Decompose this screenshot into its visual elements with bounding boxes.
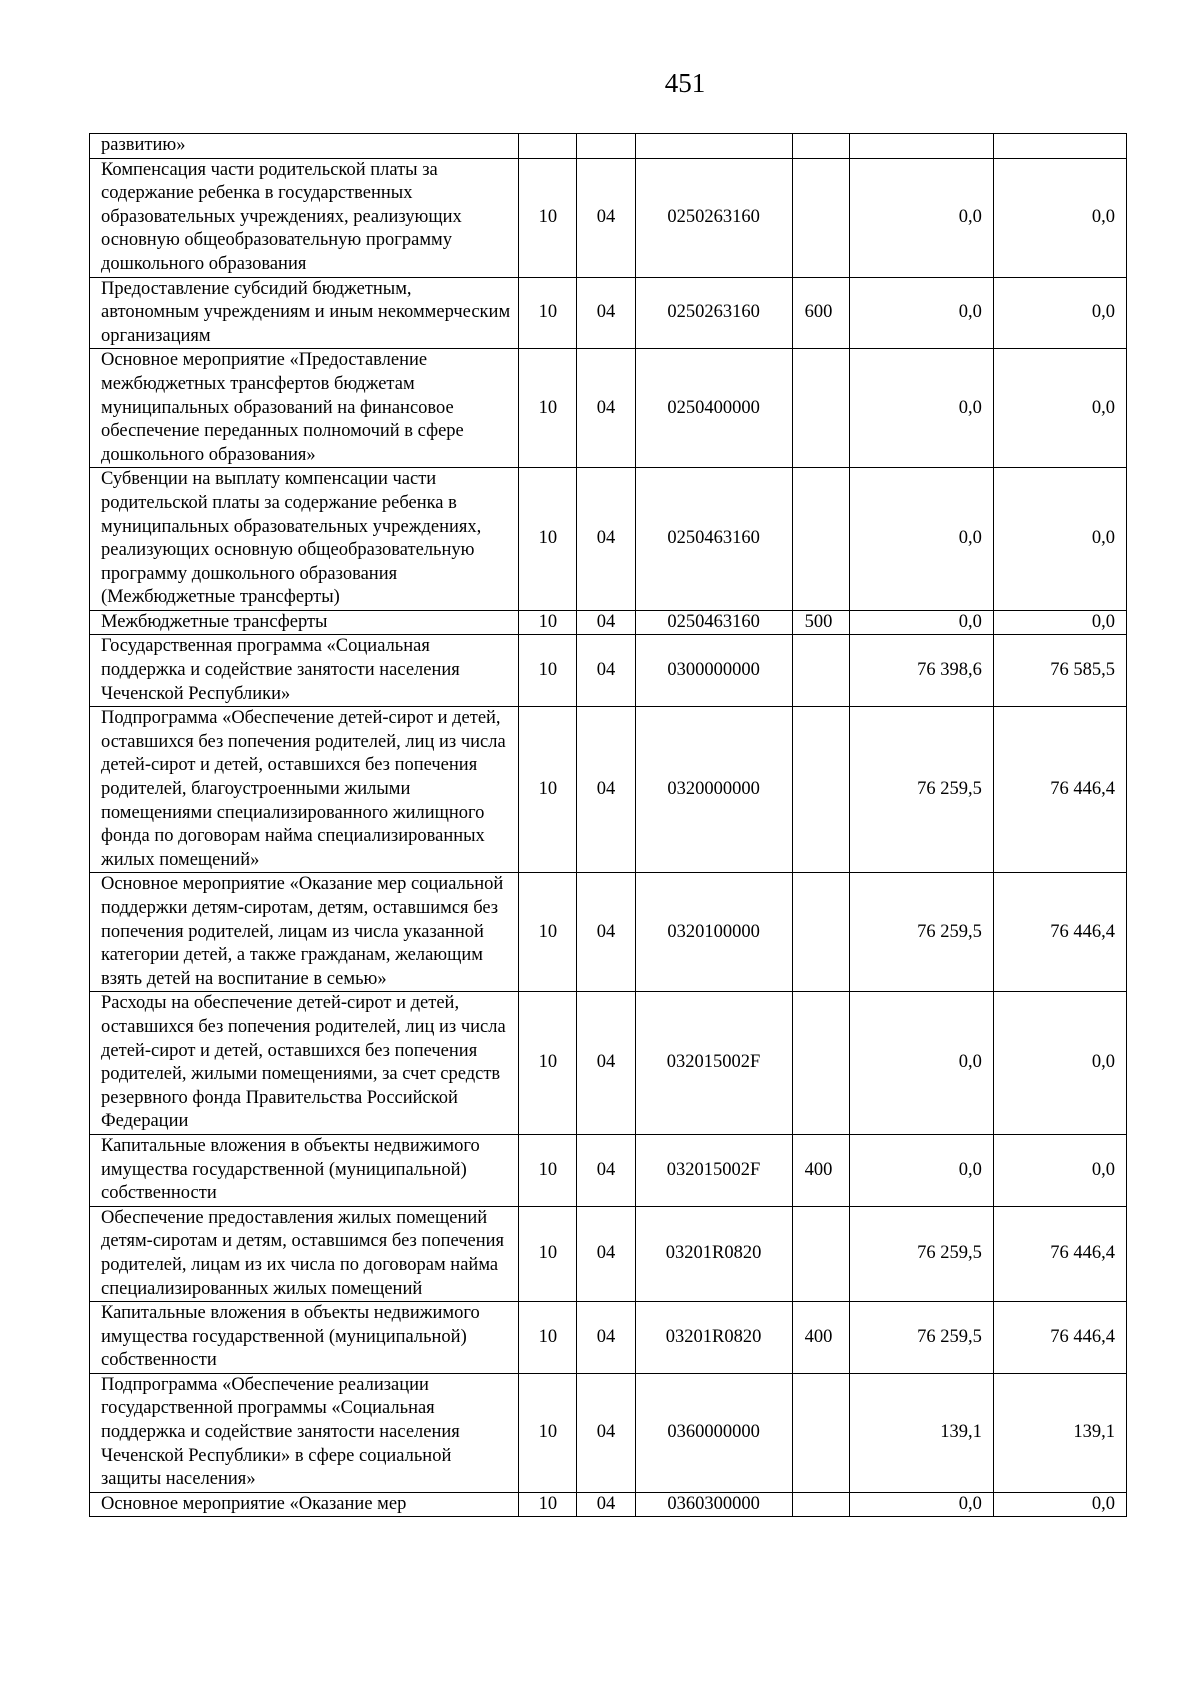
row-section: 10: [519, 1302, 577, 1374]
row-expense-type: [792, 468, 849, 611]
row-amount-year-2: 0,0: [993, 1134, 1126, 1206]
row-amount-year-1: 0,0: [849, 349, 993, 468]
row-amount-year-2: 76 446,4: [993, 707, 1126, 873]
row-target-article: 03201R0820: [635, 1302, 792, 1374]
row-amount-year-1: 76 259,5: [849, 873, 993, 992]
table-row: [90, 1302, 1127, 1374]
row-subsection: 04: [577, 992, 635, 1135]
row-name: Государственная программа «Социальная поддержка и содействие занятости населения Чеченской Республики»: [90, 635, 519, 707]
row-amount-year-2: [993, 134, 1126, 159]
row-section: 10: [519, 1373, 577, 1492]
row-expense-type: [792, 707, 849, 873]
row-target-article: 0250400000: [635, 349, 792, 468]
row-target-article: 032015002F: [635, 1134, 792, 1206]
table-row: [90, 134, 1127, 159]
row-amount-year-2: 76 585,5: [993, 635, 1126, 707]
row-expense-type: [792, 1206, 849, 1301]
row-section: 10: [519, 992, 577, 1135]
table-row: [90, 468, 1127, 611]
row-subsection: 04: [577, 1302, 635, 1374]
row-name: Субвенции на выплату компенсации части родительской платы за содержание ребенка в муниципальных образовательных учреждениях, реализующих основную общеобразовательную программу дошкольного образования (Межбюджетные трансферты): [90, 468, 519, 611]
table-row: [90, 1492, 1127, 1517]
row-section: 10: [519, 277, 577, 349]
row-name: Межбюджетные трансферты: [90, 610, 519, 635]
row-name: Основное мероприятие «Оказание мер: [90, 1492, 519, 1517]
row-name: Предоставление субсидий бюджетным, автономным учреждениям и иным некоммерческим организациям: [90, 277, 519, 349]
row-expense-type: [792, 134, 849, 159]
row-target-article: 0360000000: [635, 1373, 792, 1492]
row-target-article: 0250463160: [635, 610, 792, 635]
row-name: Расходы на обеспечение детей-сирот и детей, оставшихся без попечения родителей, лиц из числа детей-сирот и детей, оставшихся без попечения родителей, жилыми помещениями, за счет средств резервного фонда Правительства Российской Федерации: [90, 992, 519, 1135]
row-amount-year-1: 0,0: [849, 610, 993, 635]
row-amount-year-2: 0,0: [993, 610, 1126, 635]
row-amount-year-2: 0,0: [993, 992, 1126, 1135]
row-expense-type: 500: [792, 610, 849, 635]
row-amount-year-2: 0,0: [993, 1492, 1126, 1517]
row-section: 10: [519, 873, 577, 992]
row-amount-year-1: 0,0: [849, 992, 993, 1135]
row-target-article: 0250263160: [635, 158, 792, 277]
row-amount-year-2: 76 446,4: [993, 1302, 1126, 1374]
row-expense-type: [792, 1373, 849, 1492]
row-section: [519, 134, 577, 159]
row-amount-year-1: 76 259,5: [849, 1206, 993, 1301]
row-expense-type: 400: [792, 1302, 849, 1374]
row-subsection: [577, 134, 635, 159]
row-section: 10: [519, 610, 577, 635]
row-expense-type: [792, 873, 849, 992]
row-expense-type: [792, 992, 849, 1135]
row-amount-year-1: 76 259,5: [849, 1302, 993, 1374]
row-section: 10: [519, 707, 577, 873]
row-expense-type: [792, 635, 849, 707]
row-amount-year-1: 0,0: [849, 468, 993, 611]
row-amount-year-1: 0,0: [849, 1492, 993, 1517]
row-name: Подпрограмма «Обеспечение реализации государственной программы «Социальная поддержка и содействие занятости населения Чеченской Республики» в сфере социальной защиты населения»: [90, 1373, 519, 1492]
table-row: [90, 635, 1127, 707]
row-section: 10: [519, 635, 577, 707]
row-target-article: 0360300000: [635, 1492, 792, 1517]
table-row: [90, 1206, 1127, 1301]
row-name: Основное мероприятие «Предоставление межбюджетных трансфертов бюджетам муниципальных образований на финансовое обеспечение переданных полномочий в сфере дошкольного образования»: [90, 349, 519, 468]
row-target-article: 0300000000: [635, 635, 792, 707]
table-row: [90, 1373, 1127, 1492]
row-name: развитию»: [90, 134, 519, 159]
row-subsection: 04: [577, 635, 635, 707]
row-amount-year-2: 0,0: [993, 158, 1126, 277]
row-amount-year-2: 0,0: [993, 277, 1126, 349]
row-subsection: 04: [577, 1206, 635, 1301]
row-amount-year-1: 76 398,6: [849, 635, 993, 707]
table-row: [90, 349, 1127, 468]
row-expense-type: 600: [792, 277, 849, 349]
row-amount-year-1: 139,1: [849, 1373, 993, 1492]
row-amount-year-1: 0,0: [849, 1134, 993, 1206]
table-row: [90, 1134, 1127, 1206]
row-amount-year-2: 0,0: [993, 349, 1126, 468]
row-subsection: 04: [577, 1373, 635, 1492]
row-target-article: 0250263160: [635, 277, 792, 349]
row-target-article: 0320000000: [635, 707, 792, 873]
row-name: Обеспечение предоставления жилых помещений детям-сиротам и детям, оставшимся без попечения родителей, лицам из их числа по договорам найма специализированных жилых помещений: [90, 1206, 519, 1301]
row-name: Капитальные вложения в объекты недвижимого имущества государственной (муниципальной) собственности: [90, 1134, 519, 1206]
row-subsection: 04: [577, 1492, 635, 1517]
row-target-article: 0250463160: [635, 468, 792, 611]
row-section: 10: [519, 1492, 577, 1517]
row-amount-year-1: 0,0: [849, 277, 993, 349]
row-subsection: 04: [577, 1134, 635, 1206]
row-subsection: 04: [577, 610, 635, 635]
row-name: Компенсация части родительской платы за содержание ребенка в государственных образовательных учреждениях, реализующих основную общеобразовательную программу дошкольного образования: [90, 158, 519, 277]
row-target-article: 0320100000: [635, 873, 792, 992]
row-section: 10: [519, 1206, 577, 1301]
table-row: [90, 992, 1127, 1135]
row-name: Капитальные вложения в объекты недвижимого имущества государственной (муниципальной) собственности: [90, 1302, 519, 1374]
row-subsection: 04: [577, 277, 635, 349]
row-amount-year-2: 0,0: [993, 468, 1126, 611]
page-number: 451: [664, 68, 706, 98]
row-expense-type: [792, 349, 849, 468]
budget-table: [89, 133, 1127, 1517]
row-expense-type: [792, 158, 849, 277]
row-amount-year-2: 76 446,4: [993, 873, 1126, 992]
row-section: 10: [519, 1134, 577, 1206]
row-section: 10: [519, 158, 577, 277]
row-expense-type: [792, 1492, 849, 1517]
row-target-article: 03201R0820: [635, 1206, 792, 1301]
row-subsection: 04: [577, 349, 635, 468]
row-target-article: [635, 134, 792, 159]
row-amount-year-2: 76 446,4: [993, 1206, 1126, 1301]
row-name: Подпрограмма «Обеспечение детей-сирот и детей, оставшихся без попечения родителей, лиц из числа детей-сирот и детей, оставшихся без попечения родителей, благоустроенными жилыми помещениями специализированного жилищного фонда по договорам найма специализированных жилых помещений»: [90, 707, 519, 873]
row-amount-year-1: 76 259,5: [849, 707, 993, 873]
row-subsection: 04: [577, 873, 635, 992]
row-subsection: 04: [577, 707, 635, 873]
row-name: Основное мероприятие «Оказание мер социальной поддержки детям-сиротам, детям, оставшимся без попечения родителей, лицам из числа указанной категории детей, а также гражданам, желающим взять детей на воспитание в семью»: [90, 873, 519, 992]
row-expense-type: 400: [792, 1134, 849, 1206]
row-subsection: 04: [577, 468, 635, 611]
row-subsection: 04: [577, 158, 635, 277]
row-target-article: 032015002F: [635, 992, 792, 1135]
table-row: [90, 277, 1127, 349]
table-row: [90, 707, 1127, 873]
table-row: [90, 158, 1127, 277]
table-row: [90, 873, 1127, 992]
table-row: [90, 610, 1127, 635]
row-amount-year-1: [849, 134, 993, 159]
row-section: 10: [519, 468, 577, 611]
row-amount-year-2: 139,1: [993, 1373, 1126, 1492]
row-section: 10: [519, 349, 577, 468]
row-amount-year-1: 0,0: [849, 158, 993, 277]
